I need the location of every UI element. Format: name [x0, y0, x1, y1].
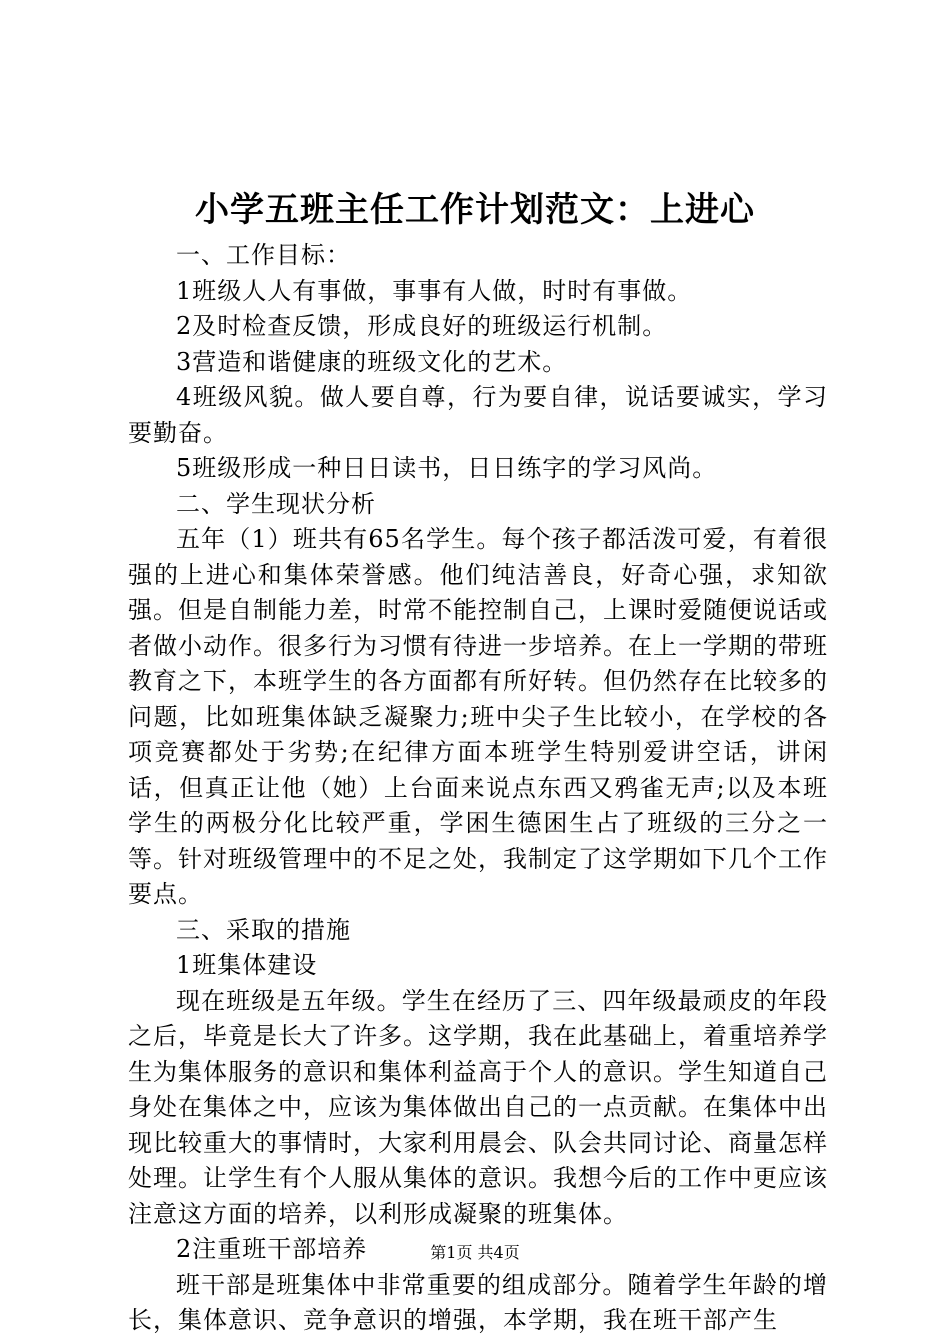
- document-body: [128, 238, 828, 1339]
- goal-item-4: 4班级风貌。做人要自尊，行为要自律，说话要诚实，学习要勤奋。: [128, 383, 828, 447]
- analysis-paragraph: 五年（1）班共有65名学生。每个孩子都活泼可爱，有着很强的上进心和集体荣誉感。他们纯洁善良，好奇心强，求知欲强。但是自制能力差，时常不能控制自己，上课时爱随便说话或者做小动作。很多行为习惯有待进一步培养。在上一学期的带班教育之下，本班学生的各方面都有所好转。但仍然存在比较多的问题，比如班集体缺乏凝聚力;班中尖子生比较小，在学校的各项竞赛都处于劣势;在纪律方面本班学生特别爱讲空话，讲闲话，但真正让他（她）上台面来说点东西又鸦雀无声;以及本班学生的两极分化比较严重，学困生德困生占了班级的三分之一等。针对班级管理中的不足之处，我制定了这学期如下几个工作要点。: [128, 525, 828, 908]
- subheading-class-building: 1班集体建设: [176, 951, 318, 979]
- section-heading-measures: 三、采取的措施: [176, 915, 351, 944]
- subheading-cadre-training: 2注重班干部培养: [176, 1235, 368, 1263]
- goal-item-1: 1班级人人有事做，事事有人做，时时有事做。: [176, 276, 693, 305]
- document-title: 小学五班主任工作计划范文：上进心: [195, 190, 755, 230]
- goal-item-2: 2及时检查反馈，形成良好的班级运行机制。: [176, 312, 668, 340]
- cadre-training-paragraph: 班干部是班集体中非常重要的组成部分。随着学生年龄的增长，集体意识、竞争意识的增强，本学期，我在班干部产生: [128, 1270, 828, 1334]
- class-building-paragraph: 现在班级是五年级。学生在经历了三、四年级最顽皮的年段之后，毕竟是长大了许多。这学期，我在此基础上，着重培养学生为集体服务的意识和集体利益高于个人的意识。学生知道自己身处在集体之中，应该为集体做出自己的一点贡献。在集体中出现比较重大的事情时，大家利用晨会、队会共同讨论、商量怎样处理。让学生有个人服从集体的意识。我想今后的工作中更应该注意这方面的培养，以利形成凝聚的班集体。: [128, 986, 828, 1228]
- goal-item-5: 5班级形成一种日日读书，日日练字的学习风尚。: [176, 454, 718, 482]
- section-heading-goals: 一、工作目标：: [176, 241, 351, 269]
- goal-item-3: 3营造和谐健康的班级文化的艺术。: [176, 347, 568, 376]
- section-heading-analysis: 二、学生现状分析: [176, 489, 376, 518]
- page-number-footer: 第1页 共4页: [430, 1243, 520, 1262]
